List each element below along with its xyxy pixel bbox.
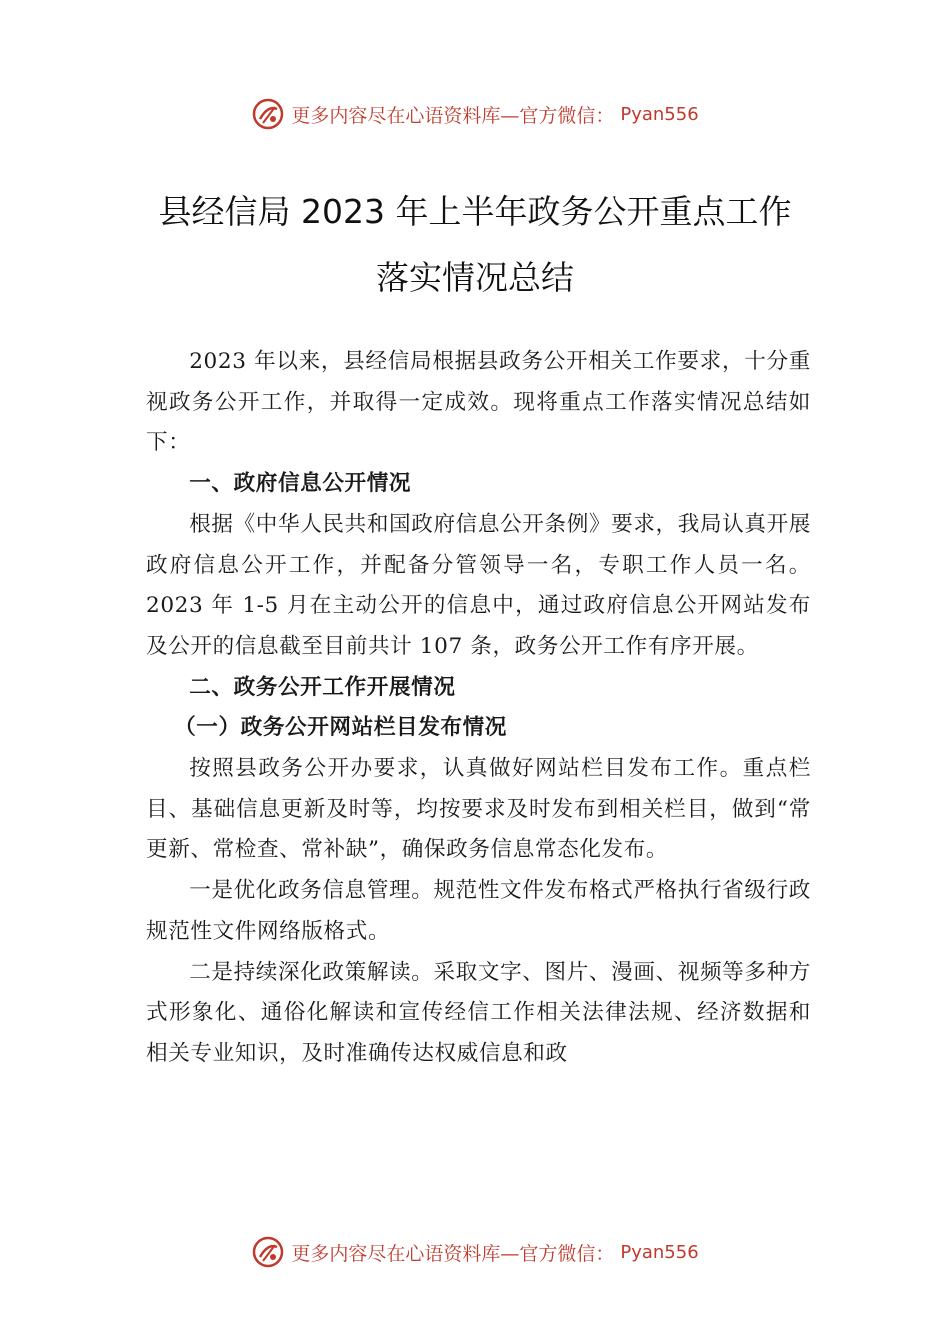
intro-paragraph: 2023 年以来，县经信局根据县政务公开相关工作要求，十分重视政务公开工作，并取得一定成效。现将重点工作落实情况总结如下： xyxy=(146,349,811,456)
watermark-top xyxy=(0,94,950,134)
watermark-id: Pyan556 xyxy=(620,1241,699,1263)
watermark-bottom xyxy=(0,1232,950,1272)
section-1-heading: 一、政府信息公开情况 xyxy=(189,471,412,497)
subsection-1-paragraph-2: 一是优化政务信息管理。规范性文件发布格式严格执行省级行政规范性文件网络版格式。 xyxy=(146,878,811,944)
watermark-id: Pyan556 xyxy=(620,103,699,125)
document-title-line-1: 县经信局 2023 年上半年政务公开重点工作 xyxy=(158,192,792,231)
logo-icon xyxy=(251,1235,285,1269)
watermark-text: 更多内容尽在心语资料库—官方微信： xyxy=(291,104,615,127)
subsection-1-heading: （一）政务公开网站栏目发布情况 xyxy=(174,715,507,741)
document-title-line-2: 落实情况总结 xyxy=(376,258,574,297)
section-1-paragraph: 根据《中华人民共和国政府信息公开条例》要求，我局认真开展政府信息公开工作，并配备分管领导一名，专职工作人员一名。2023 年 1-5 月在主动公开的信息中，通过政府信息公开网站发布及公开的信息截至目前共计 107 条，政务公开工作有序开展。 xyxy=(146,511,811,659)
logo-icon xyxy=(251,97,285,131)
document-body xyxy=(146,342,811,1075)
subsection-1-paragraph-1: 按照县政务公开办要求，认真做好网站栏目发布工作。重点栏目、基础信息更新及时等，均按要求及时发布到相关栏目，做到“常更新、常检查、常补缺”，确保政务信息常态化发布。 xyxy=(146,756,811,863)
section-2-heading: 二、政务公开工作开展情况 xyxy=(189,674,456,700)
subsection-1-paragraph-3: 二是持续深化政策解读。采取文字、图片、漫画、视频等多种方式形象化、通俗化解读和宣传经信工作相关法律法规、经济数据和相关专业知识，及时准确传达权威信息和政 xyxy=(146,959,811,1066)
watermark-text: 更多内容尽在心语资料库—官方微信： xyxy=(291,1242,615,1265)
